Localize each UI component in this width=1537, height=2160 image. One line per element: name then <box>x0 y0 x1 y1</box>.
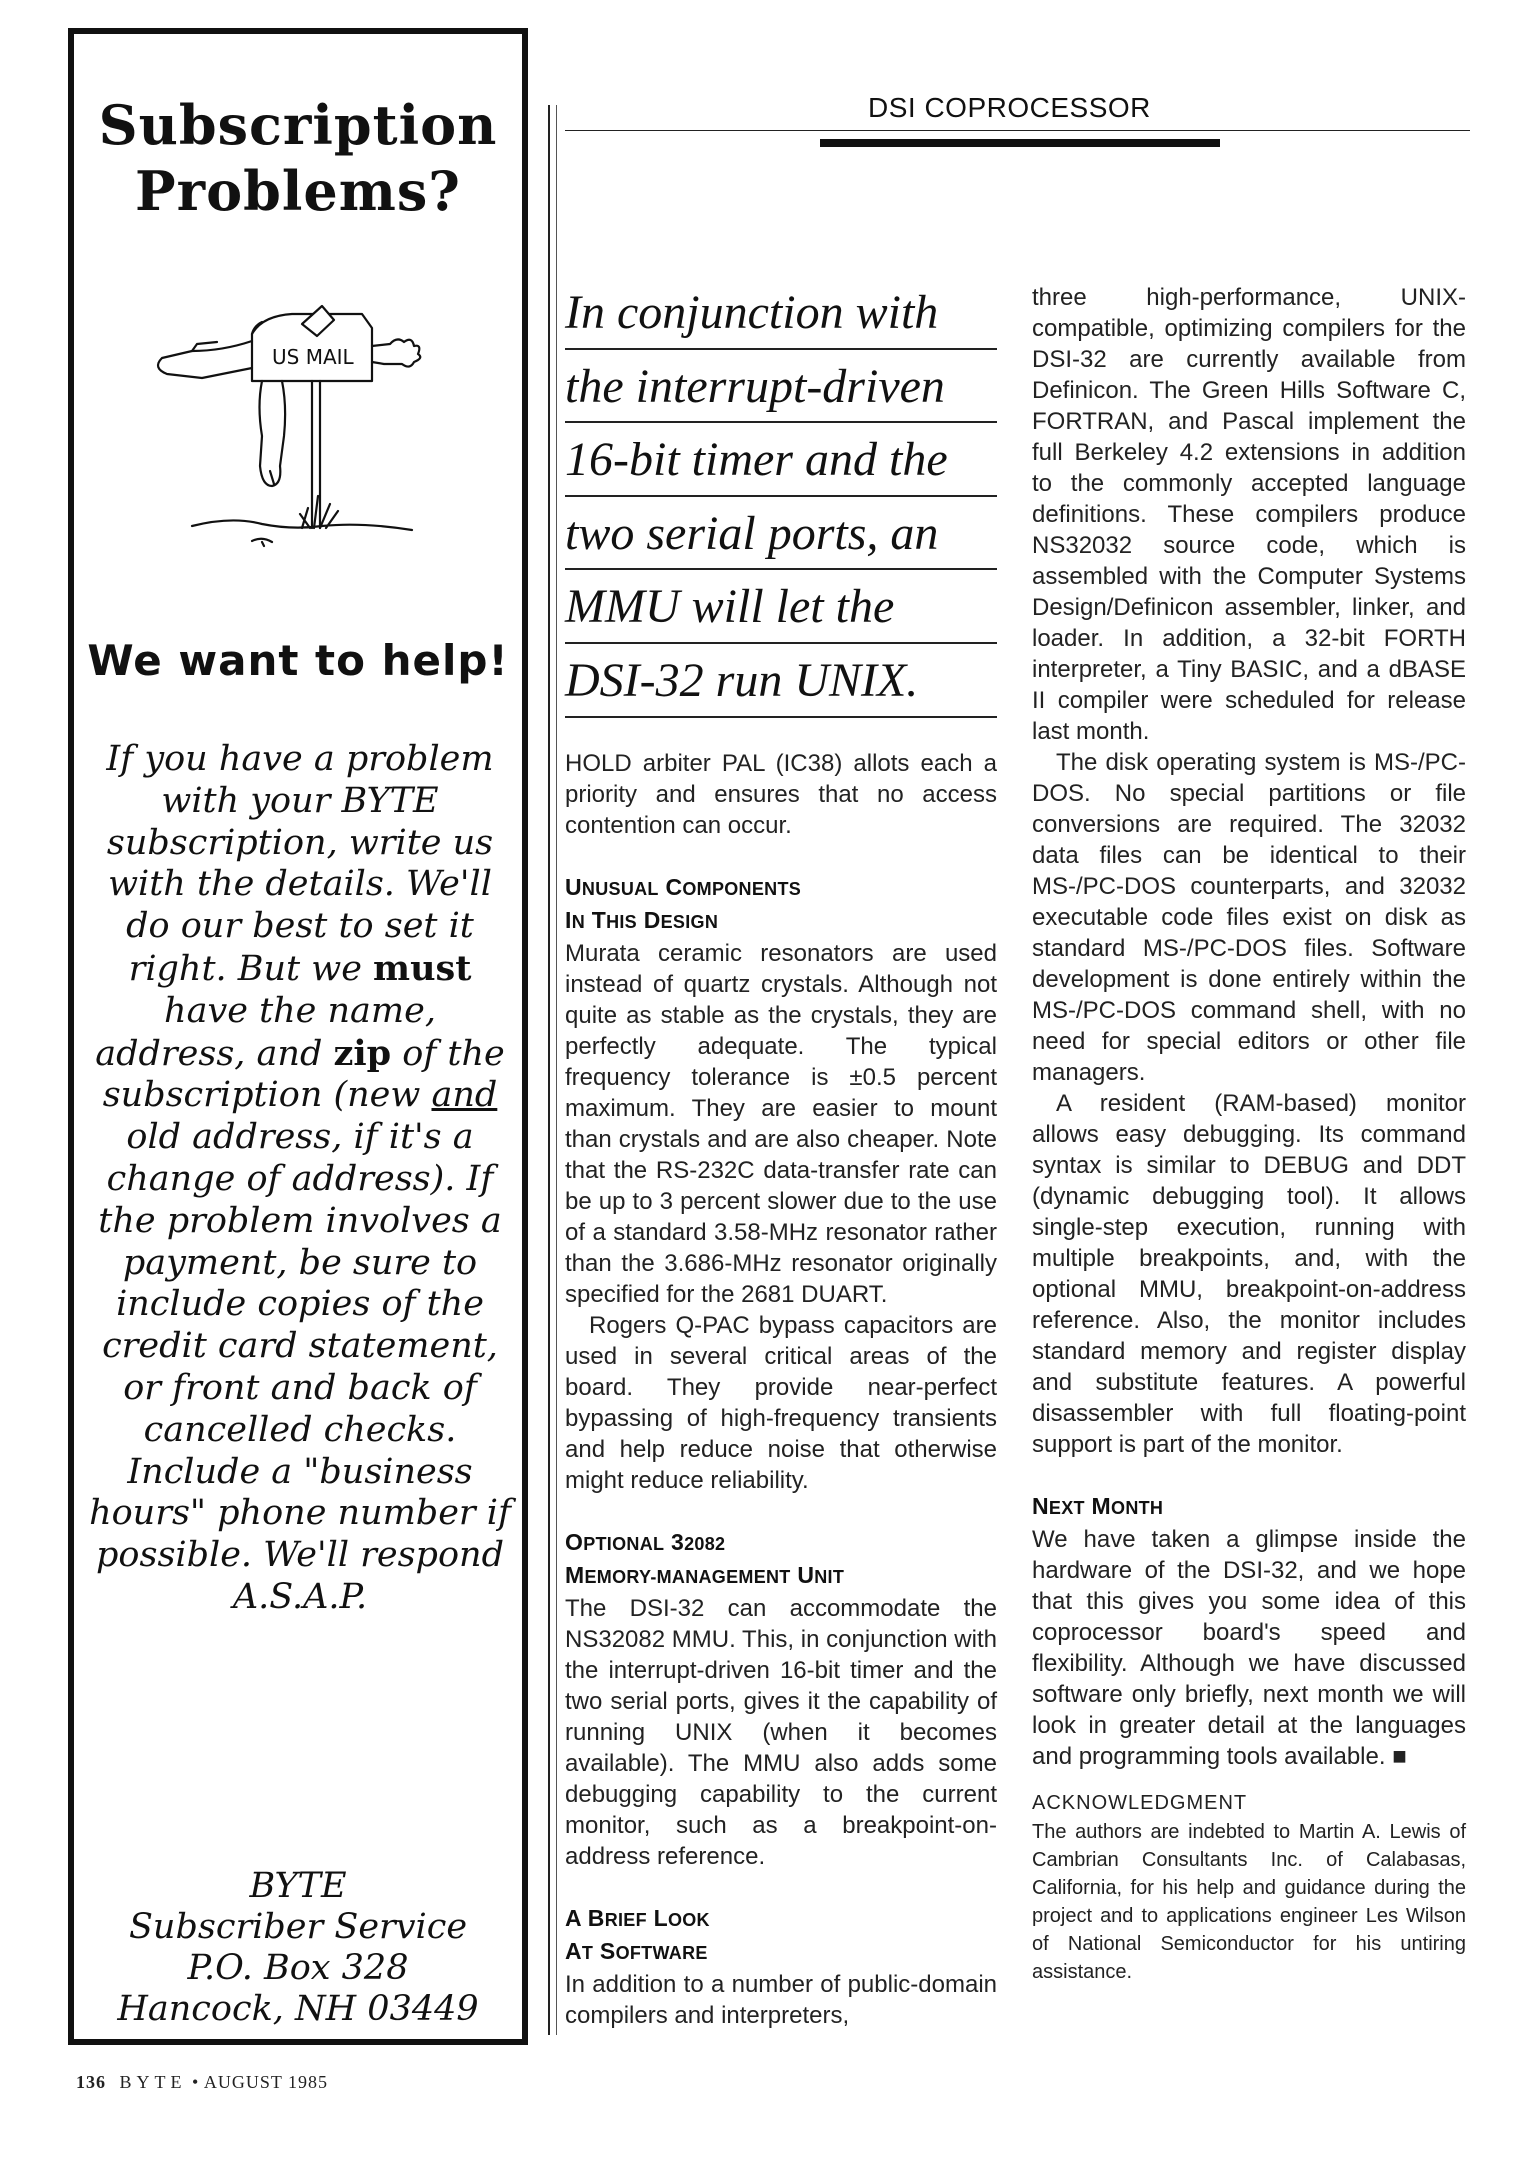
section-heading <box>565 872 997 938</box>
paragraph: Rogers Q-PAC bypass capacitors are used in several critical areas of the board. They provide near-perfect bypassing of high-frequency transients and help reduce noise that otherwise might reduce reliability. <box>565 1312 997 1494</box>
help-text-1: If you have a problem with your BYTE subscription, write us with the details. We'll do our best to set it right. But we <box>106 739 494 989</box>
heading-line: AT SOFTWARE <box>565 1938 708 1964</box>
mailbox-label: US MAIL <box>272 345 354 369</box>
address-line: BYTE <box>249 1866 347 1906</box>
end-mark: ■ <box>1392 1743 1407 1770</box>
help-heading: We want to help! <box>87 636 509 685</box>
article-column-3 <box>1032 282 1466 1986</box>
header-rule <box>565 130 1470 131</box>
paragraph: In addition to a number of public-domain compilers and interpreters, <box>565 1971 997 2029</box>
pull-quote-line: 16-bit timer and the <box>565 423 997 497</box>
help-text-3: of the subscription (new <box>102 1033 505 1116</box>
section-heading <box>565 1903 997 1969</box>
acknowledgment-text: The authors are indebted to Martin A. Lewis of Cambrian Consultants Inc. of Calabasas, California, for his help and guidance during the project and to applications engineer Les Wilson of National Semiconductor for his untiring assistance. <box>1032 1821 1466 1983</box>
pull-quote <box>565 276 997 718</box>
pull-quote-line: MMU will let the <box>565 570 997 644</box>
paragraph: Murata ceramic resonators are used instead of quartz crystals. Although not quite as stable as the crystals, they are perfectly adequate. The typical frequency tolerance is ±0.5 percent maximum. They are easier to mount than crystals and are also cheaper. Note that the RS-232C data-transfer rate can be up to 3 percent slower due to the use of a standard 3.58-MHz resonator rather than the 3.686-MHz resonator originally specified for the 2681 DUART. <box>565 940 997 1308</box>
paragraph: HOLD arbiter PAL (IC38) allots each a priority and ensures that no access contention can occur. <box>565 750 997 839</box>
address-line: P.O. Box 328 <box>187 1948 409 1988</box>
pull-quote-line: the interrupt-driven <box>565 350 997 424</box>
column-rule <box>548 105 550 2035</box>
paragraph <box>1032 1524 1466 1772</box>
paragraph: The DSI-32 can accommodate the NS32082 MMU. This, in conjunction with the interrupt-driven 16-bit timer and the two serial ports, gives it the capability of running UNIX (when it becomes available). The MMU also adds some debugging capability to the current monitor, such as a breakpoint-on-address reference. <box>565 1595 997 1870</box>
mailbox-illustration <box>122 296 502 586</box>
help-text-and: and <box>431 1075 498 1116</box>
paragraph: A resident (RAM-based) monitor allows easy debugging. Its command syntax is similar to DEBUG and DDT (dynamic debugging tool). It allows single-step execution, running with multiple breakpoints, and, with the optional MMU, breakpoint-on-address reference. Also, the monitor includes standard memory and register display and substitute features. A powerful disassembler with full floating-point support is part of the monitor. <box>1032 1090 1466 1458</box>
help-text-4: old address, if it's a change of address). If the problem involves a payment, be sure to include copies of the credit card statement, or front and back of cancelled checks. Include a "business hours" phone number if possible. We'll respond A.S.A.P. <box>89 1117 511 1617</box>
subscription-box <box>68 28 528 2045</box>
acknowledgment-title: ACKNOWLEDGMENT <box>1032 1792 1248 1814</box>
help-text <box>88 739 512 1619</box>
help-text-must: must <box>373 947 472 989</box>
pull-quote-line: two serial ports, an <box>565 497 997 571</box>
column-rule <box>556 105 557 2035</box>
address-line: Subscriber Service <box>128 1907 468 1947</box>
heading-line: IN THIS DESIGN <box>565 907 719 933</box>
heading-line: UNUSUAL COMPONENTS <box>565 874 802 900</box>
paragraph-text: We have taken a glimpse inside the hardware of the DSI-32, and we hope that this gives you some idea of this coprocessor board's speed and flexibility. Although we have discussed software only briefly, next month we will look in greater detail at the languages and programming tools available. <box>1032 1526 1466 1770</box>
paragraph: The disk operating system is MS-/PC-DOS. No special partitions or file conversions are required. The 32032 data files can be identical to their MS-/PC-DOS counterparts, and 32032 executable code files exist on disk as standard MS-/PC-DOS files. Software development is done entirely within the MS-/PC-DOS command shell, with no need for special editors or other file managers. <box>1032 749 1466 1086</box>
help-text-zip: zip <box>333 1032 392 1074</box>
heading-line: MEMORY-MANAGEMENT UNIT <box>565 1562 845 1588</box>
box-title <box>74 92 522 224</box>
section-heading: NEXT MONTH <box>1032 1493 1164 1519</box>
footer-separator: • <box>192 2072 200 2092</box>
box-title-line2: Problems? <box>135 159 461 223</box>
heading-line: OPTIONAL 32082 <box>565 1529 726 1555</box>
box-title-line1: Subscription <box>98 93 498 157</box>
section-heading <box>565 1527 997 1593</box>
help-text-2: have the name, address, and <box>95 990 436 1074</box>
section-header: DSI COPROCESSOR <box>868 92 1151 123</box>
header-bar <box>820 139 1220 147</box>
pull-quote-line: DSI-32 run UNIX. <box>565 644 997 718</box>
subscriber-address <box>74 1866 522 2030</box>
magazine-name: BYTE <box>119 2072 187 2092</box>
paragraph: three high-performance, UNIX-compatible, optimizing compilers for the DSI-32 are currently available from Definicon. The Green Hills Software C, FORTRAN, and Pascal implement the full Berkeley 4.2 extensions in addition to the commonly accepted language definitions. These compilers produce NS32032 source code, which is assembled with the Computer Systems Design/Definicon assembler, linker, and loader. In addition, a 32-bit FORTH interpreter, a Tiny BASIC, and a dBASE II compiler were scheduled for release last month. <box>1032 284 1466 745</box>
article-column-2 <box>565 748 997 2031</box>
issue-date: AUGUST 1985 <box>203 2072 329 2092</box>
page-number: 136 <box>76 2072 106 2092</box>
pull-quote-line: In conjunction with <box>565 276 997 350</box>
heading-line: A BRIEF LOOK <box>565 1905 710 1931</box>
address-line: Hancock, NH 03449 <box>117 1989 479 2029</box>
page-footer <box>76 2072 328 2093</box>
